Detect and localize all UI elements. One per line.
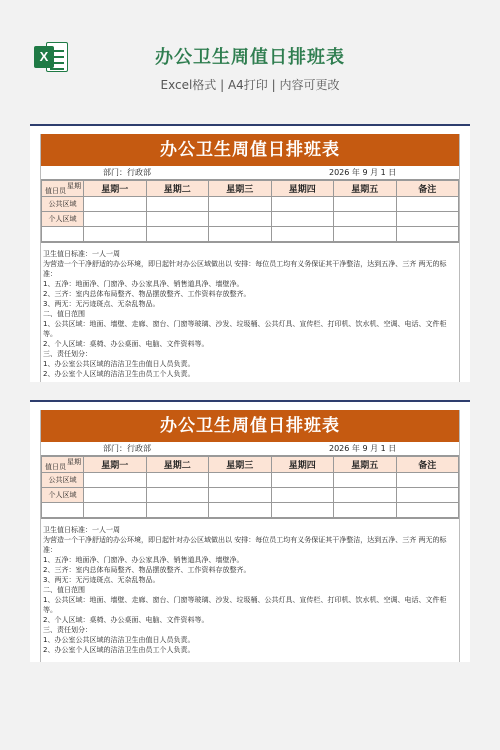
date-label: 2026 年 9 月 1 日	[329, 444, 397, 453]
col-header: 星期四	[271, 457, 334, 473]
preview-card-2[interactable]	[30, 400, 470, 662]
row-label: 个人区域	[42, 212, 84, 227]
col-header: 星期三	[209, 181, 272, 197]
page-header	[0, 0, 500, 112]
col-header: 星期四	[271, 181, 334, 197]
col-header: 备注	[396, 181, 459, 197]
table-row	[42, 488, 459, 503]
col-header: 星期一	[84, 181, 147, 197]
info-row	[41, 442, 459, 456]
excel-icon: X	[34, 40, 68, 74]
corner-cell: 星期 值日员	[42, 457, 84, 473]
page-title: 办公卫生周值日排班表	[155, 47, 345, 68]
col-header: 星期一	[84, 457, 147, 473]
department-label: 部门：行政部	[103, 444, 151, 453]
table-row	[42, 212, 459, 227]
preview-card-1[interactable]	[30, 124, 470, 382]
sheet-title: 办公卫生周值日排班表	[41, 134, 459, 166]
table-row	[42, 227, 459, 242]
col-header: 备注	[396, 457, 459, 473]
notes-section: 卫生值日标准：一人一周 为营造一个干净舒适的办公环境，即日起针对办公区域做出以 安排：每位员工均有义务保证其干净整洁，达到五净、三齐 两无的标准： 1、五净：地面净、门窗净、办公家具净、销售道具净、墙壁净。 2、三齐：室内总体布局整齐、物品摆放整齐、工作资料存放整齐。 3、两无：无污迹斑点、无杂乱物品。 二、值日范围 1、公共区域：地面、墙壁、走廊、窗台、门窗等玻璃、沙发、垃圾桶、公共灯具、宣传栏、打印机、饮水机、空调、电话、文件柜等。 2、个人区域：桌椅、办公桌面、电脑、文件资料等。 三、责任划分： 1、办公室公共区域的洁洁卫生由值日人员负责。 2、办公室个人区域的洁洁卫生由员工个人负责。	[41, 242, 459, 379]
notes-section: 卫生值日标准：一人一周 为营造一个干净舒适的办公环境，即日起针对办公区域做出以 安排：每位员工均有义务保证其干净整洁，达到五净、三齐 两无的标准： 1、五净：地面净、门窗净、办公家具净、销售道具净、墙壁净。 2、三齐：室内总体布局整齐、物品摆放整齐、工作资料存放整齐。 3、两无：无污迹斑点、无杂乱物品。 二、值日范围 1、公共区域：地面、墙壁、走廊、窗台、门窗等玻璃、沙发、垃圾桶、公共灯具、宣传栏、打印机、饮水机、空调、电话、文件柜等。 2、个人区域：桌椅、办公桌面、电脑、文件资料等。 三、责任划分： 1、办公室公共区域的洁洁卫生由值日人员负责。 2、办公室个人区域的洁洁卫生由员工个人负责。	[41, 518, 459, 655]
row-label: 公共区域	[42, 197, 84, 212]
col-header: 星期五	[334, 457, 397, 473]
info-row	[41, 166, 459, 180]
schedule-table	[41, 456, 459, 518]
table-row	[42, 197, 459, 212]
corner-cell: 星期 值日员	[42, 181, 84, 197]
page-subtitle: Excel格式 | A4打印 | 内容可更改	[160, 78, 340, 92]
col-header: 星期二	[146, 457, 209, 473]
col-header: 星期五	[334, 181, 397, 197]
department-label: 部门：行政部	[103, 168, 151, 177]
col-header: 星期三	[209, 457, 272, 473]
row-label: 个人区域	[42, 488, 84, 503]
schedule-table	[41, 180, 459, 242]
table-row	[42, 503, 459, 518]
col-header: 星期二	[146, 181, 209, 197]
row-label: 公共区域	[42, 473, 84, 488]
date-label: 2026 年 9 月 1 日	[329, 168, 397, 177]
table-row	[42, 473, 459, 488]
sheet-title: 办公卫生周值日排班表	[41, 410, 459, 442]
